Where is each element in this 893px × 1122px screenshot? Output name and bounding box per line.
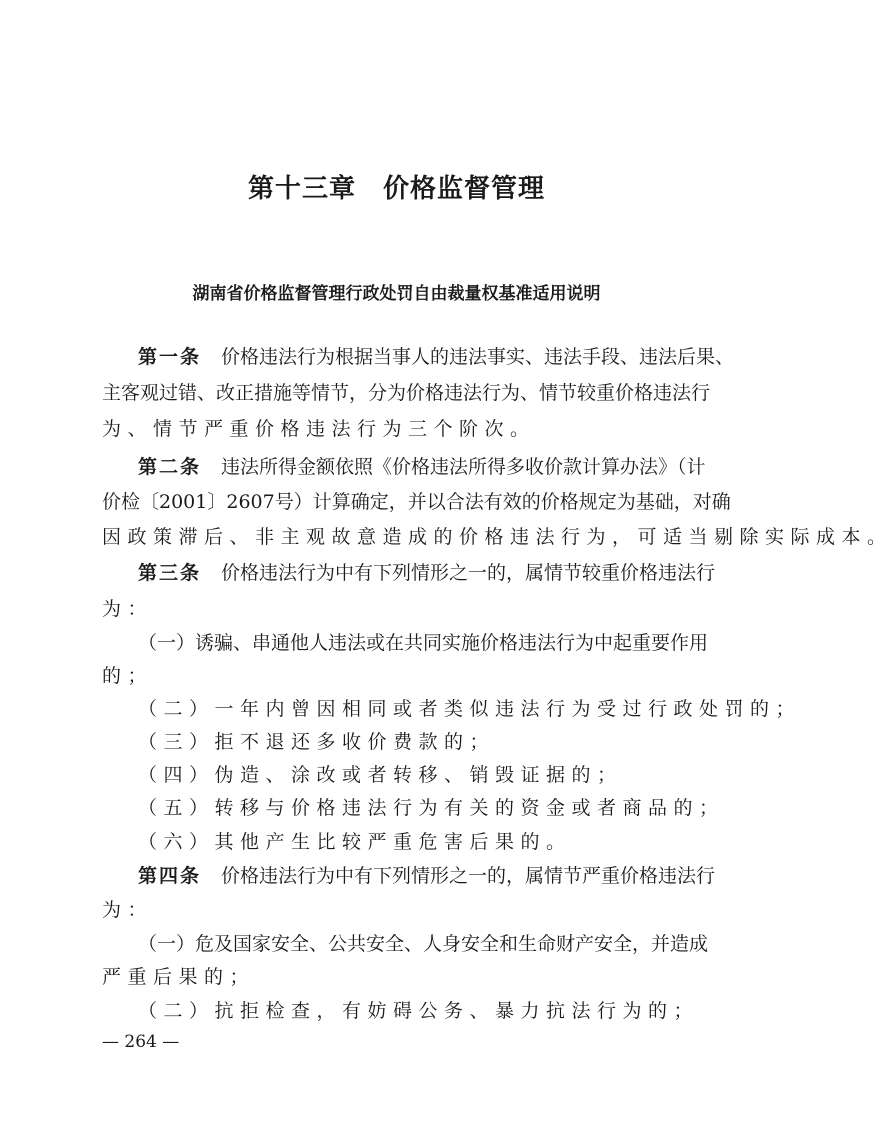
text-line: [102, 794, 725, 822]
line-text: 违法所得金额依照《价格违法所得多收价款计算办法》（计: [221, 456, 706, 478]
article-number: 第三条: [138, 562, 202, 584]
line-text: （六）其他产生比较严重危害后果的。: [138, 831, 572, 853]
text-line: [102, 595, 697, 623]
text-line: [102, 415, 697, 443]
chapter-title: 第十三章 价格监督管理: [247, 174, 545, 204]
article-number: 第四条: [138, 865, 202, 887]
text-line: [102, 453, 706, 481]
text-line: [102, 997, 700, 1025]
line-text: 严重后果的；: [102, 966, 256, 988]
text-line: [102, 828, 697, 856]
line-text: 为、情节严重价格违法行为三个阶次。: [102, 418, 536, 440]
text-line: [102, 896, 697, 924]
line-text: （四）伪造、涂改或者转移、销毁证据的；: [138, 764, 623, 786]
line-text: 因政策滞后、非主观故意造成的价格违法行为，可适当剔除实际成本。: [102, 526, 893, 548]
text-line: [102, 379, 711, 407]
text-line: [102, 728, 697, 756]
line-text: 为：: [102, 598, 154, 620]
text-line: [102, 523, 893, 551]
line-text: （二）一年内曾因相同或者类似违法行为受过行政处罚的；: [138, 698, 802, 720]
text-line: [102, 662, 697, 690]
line-text: （三）拒不退还多收价费款的；: [138, 731, 496, 753]
text-line: [102, 862, 716, 890]
article-number: 第二条: [138, 456, 202, 478]
line-text: 的；: [102, 665, 154, 687]
text-line: [102, 930, 709, 958]
text-line: [102, 695, 802, 723]
text-line: [102, 488, 731, 516]
line-text: 价格违法行为中有下列情形之一的，属情节较重价格违法行: [221, 562, 716, 584]
text-line: [102, 629, 709, 657]
line-text: 价检〔2001〕2607号）计算确定，并以合法有效的价格规定为基础，对确: [102, 491, 731, 513]
article-number: 第一条: [138, 346, 202, 368]
line-text: （一）危及国家安全、公共安全、人身安全和生命财产安全，并造成: [138, 933, 709, 955]
line-text: 价格违法行为中有下列情形之一的，属情节严重价格违法行: [221, 865, 716, 887]
line-text: 价格违法行为根据当事人的违法事实、违法手段、违法后果、: [221, 346, 735, 368]
section-subtitle: 湖南省价格监督管理行政处罚自由裁量权基准适用说明: [192, 284, 601, 304]
line-text: 主客观过错、改正措施等情节，分为价格违法行为、情节较重价格违法行: [102, 382, 711, 404]
page-number: — 264 —: [102, 1032, 180, 1052]
line-text: （五）转移与价格违法行为有关的资金或者商品的；: [138, 797, 725, 819]
text-line: [102, 761, 697, 789]
line-text: （二）抗拒检查，有妨碍公务、暴力抗法行为的；: [138, 1000, 700, 1022]
line-text: 为：: [102, 899, 154, 921]
text-line: [102, 963, 697, 991]
text-line: [102, 343, 735, 371]
text-line: [102, 559, 716, 587]
line-text: （一）诱骗、串通他人违法或在共同实施价格违法行为中起重要作用: [138, 632, 709, 654]
